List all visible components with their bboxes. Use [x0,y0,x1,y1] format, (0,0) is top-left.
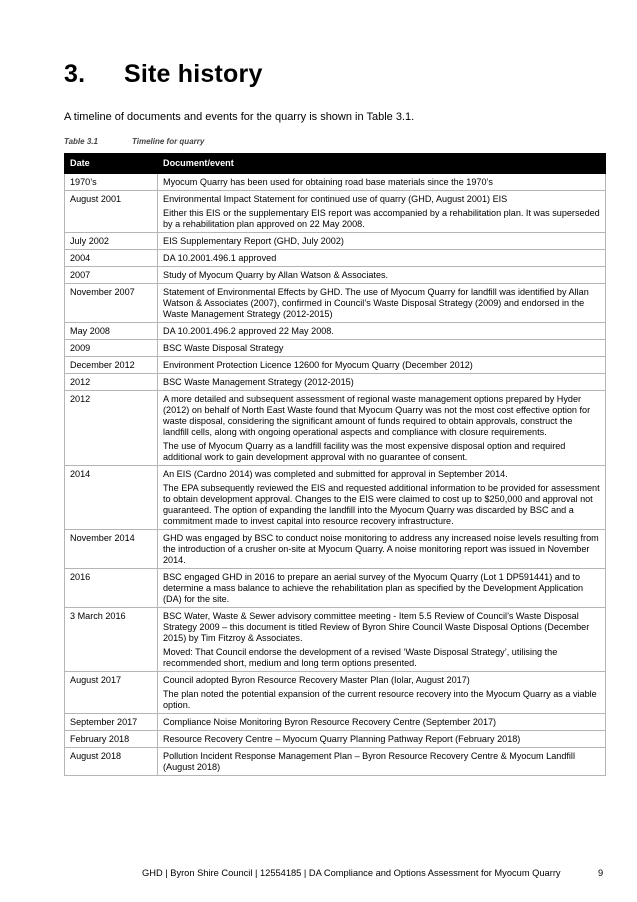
table-row [65,466,606,530]
table-row [65,731,606,748]
row-event [158,340,606,357]
row-date: December 2012 [65,357,158,374]
event-paragraph: BSC Waste Management Strategy (2012-2015) [163,377,354,387]
section-heading [64,60,263,89]
event-paragraph: Resource Recovery Centre – Myocum Quarry Planning Pathway Report (February 2018) [163,734,521,744]
table-row [65,391,606,466]
row-event [158,569,606,608]
table-row [65,340,606,357]
event-paragraph: The use of Myocum Quarry as a landfill facility was the most expensive disposal option and required additional work to gain development approval with no guarantee of consent. [163,441,566,462]
event-paragraph: Either this EIS or the supplementary EIS report was accompanied by a rehabilitation plan. It was superseded by a rehabilitation plan approved on 22 May 2008. [163,208,600,229]
row-event [158,250,606,267]
row-date: February 2018 [65,731,158,748]
row-date: 2016 [65,569,158,608]
footer-text: GHD | Byron Shire Council | 12554185 | DA Compliance and Options Assessment for Myocum Quarry [142,868,561,878]
event-paragraph: Pollution Incident Response Management Plan – Byron Resource Recovery Centre & Myocum Landfill (August 2018) [163,751,575,772]
event-paragraph: GHD was engaged by BSC to conduct noise monitoring to address any increased noise levels resulting from the introduction of a crusher on-site at Myocum Quarry. A noise monitoring report was issued in November 2014. [163,533,599,565]
row-date: September 2017 [65,714,158,731]
intro-paragraph: A timeline of documents and events for the quarry is shown in Table 3.1. [64,111,415,123]
row-event [158,174,606,191]
row-event [158,284,606,323]
table-row [65,323,606,340]
event-paragraph: DA 10.2001.496.1 approved [163,253,277,263]
row-event [158,608,606,672]
table-body [65,174,606,776]
table-caption [64,137,204,146]
row-date: November 2014 [65,530,158,569]
row-event [158,748,606,776]
row-event [158,374,606,391]
header-document-event: Document/event [158,154,606,174]
event-paragraph: Compliance Noise Monitoring Byron Resource Recovery Centre (September 2017) [163,717,497,727]
table-caption-title: Timeline for quarry [132,137,205,146]
table-row [65,748,606,776]
row-date: 2014 [65,466,158,530]
row-date: November 2007 [65,284,158,323]
section-title: Site history [124,60,263,88]
event-paragraph: Moved: That Council endorse the development of a revised ‘Waste Disposal Strategy’, utilising the recommended short, medium and long term options presented. [163,647,558,668]
row-date: 2012 [65,374,158,391]
row-date: August 2018 [65,748,158,776]
event-paragraph: DA 10.2001.496.2 approved 22 May 2008. [163,326,334,336]
row-event [158,731,606,748]
event-paragraph: BSC engaged GHD in 2016 to prepare an aerial survey of the Myocum Quarry (Lot 1 DP591441) and to determine a mass balance to achieve the rehabilitation plan as specified by the Development Application (DA) for the site. [163,572,584,604]
row-event [158,191,606,233]
row-date: 3 March 2016 [65,608,158,672]
event-paragraph: EIS Supplementary Report (GHD, July 2002) [163,236,344,246]
table-row [65,267,606,284]
event-paragraph: Statement of Environmental Effects by GHD. The use of Myocum Quarry for landfill was identified by Allan Watson & Associates (2007), confirmed in Council’s Waste Disposal Strategy (2009) and endorsed in the Waste Management Strategy (2012-2015) [163,287,589,319]
table-row [65,357,606,374]
table-row [65,672,606,714]
table-row [65,374,606,391]
row-date: 2012 [65,391,158,466]
event-paragraph: BSC Waste Disposal Strategy [163,343,284,353]
row-date: 2004 [65,250,158,267]
table-caption-number: Table 3.1 [64,137,98,146]
row-date: August 2001 [65,191,158,233]
table-row [65,530,606,569]
row-date: 2009 [65,340,158,357]
timeline-table [64,153,606,776]
row-event [158,233,606,250]
row-date: August 2017 [65,672,158,714]
row-date: July 2002 [65,233,158,250]
table-row [65,714,606,731]
event-paragraph: An EIS (Cardno 2014) was completed and submitted for approval in September 2014. [163,469,508,479]
event-paragraph: Environment Protection Licence 12600 for Myocum Quarry (December 2012) [163,360,473,370]
row-date: 1970’s [65,174,158,191]
row-event [158,672,606,714]
row-event [158,267,606,284]
table-row [65,569,606,608]
event-paragraph: The plan noted the potential expansion of the current resource recovery into the Myocum Quarry as a viable option. [163,689,597,710]
table-row [65,233,606,250]
section-number: 3. [64,60,86,88]
row-event [158,323,606,340]
page-number: 9 [598,868,604,878]
row-event [158,714,606,731]
event-paragraph: Council adopted Byron Resource Recovery Master Plan (Iolar, August 2017) [163,675,470,685]
table-row [65,174,606,191]
table-row [65,608,606,672]
event-paragraph: The EPA subsequently reviewed the EIS and requested additional information to be provided for assessment to obtain development approval. Changes to the EIS were claimed to cost up to $250,000 and approval not guaranteed. The option of expanding the landfill into the Myocum Quarry was discarded by BSC and a commitment made to invest capital into resource recovery infrastructure. [163,483,600,526]
row-event [158,357,606,374]
table-row [65,250,606,267]
row-event [158,530,606,569]
table-row [65,284,606,323]
event-paragraph: Myocum Quarry has been used for obtaining road base materials since the 1970’s [163,177,493,187]
table-header-row [65,154,606,174]
table-row [65,191,606,233]
header-date: Date [65,154,158,174]
event-paragraph: A more detailed and subsequent assessment of regional waste management options prepared by Hyder (2012) on behalf of North East Waste found that Myocum Quarry was not the most cost effective option for waste disposal, considering the significant amount of funds required to obtain approvals, construct the landfill cells, along with ongoing operational aspects and compliance with closure requirements. [163,394,591,437]
row-event [158,466,606,530]
event-paragraph: Environmental Impact Statement for continued use of quarry (GHD, August 2001) EIS [163,194,508,204]
row-event [158,391,606,466]
row-date: 2007 [65,267,158,284]
event-paragraph: BSC Water, Waste & Sewer advisory committee meeting - Item 5.5 Review of Council’s Waste Disposal Strategy 2009 – this document is titled Review of Byron Shire Council Waste Disposal Options (December 2015) by Tim Fitzroy & Associates. [163,611,590,643]
event-paragraph: Study of Myocum Quarry by Allan Watson & Associates. [163,270,389,280]
row-date: May 2008 [65,323,158,340]
